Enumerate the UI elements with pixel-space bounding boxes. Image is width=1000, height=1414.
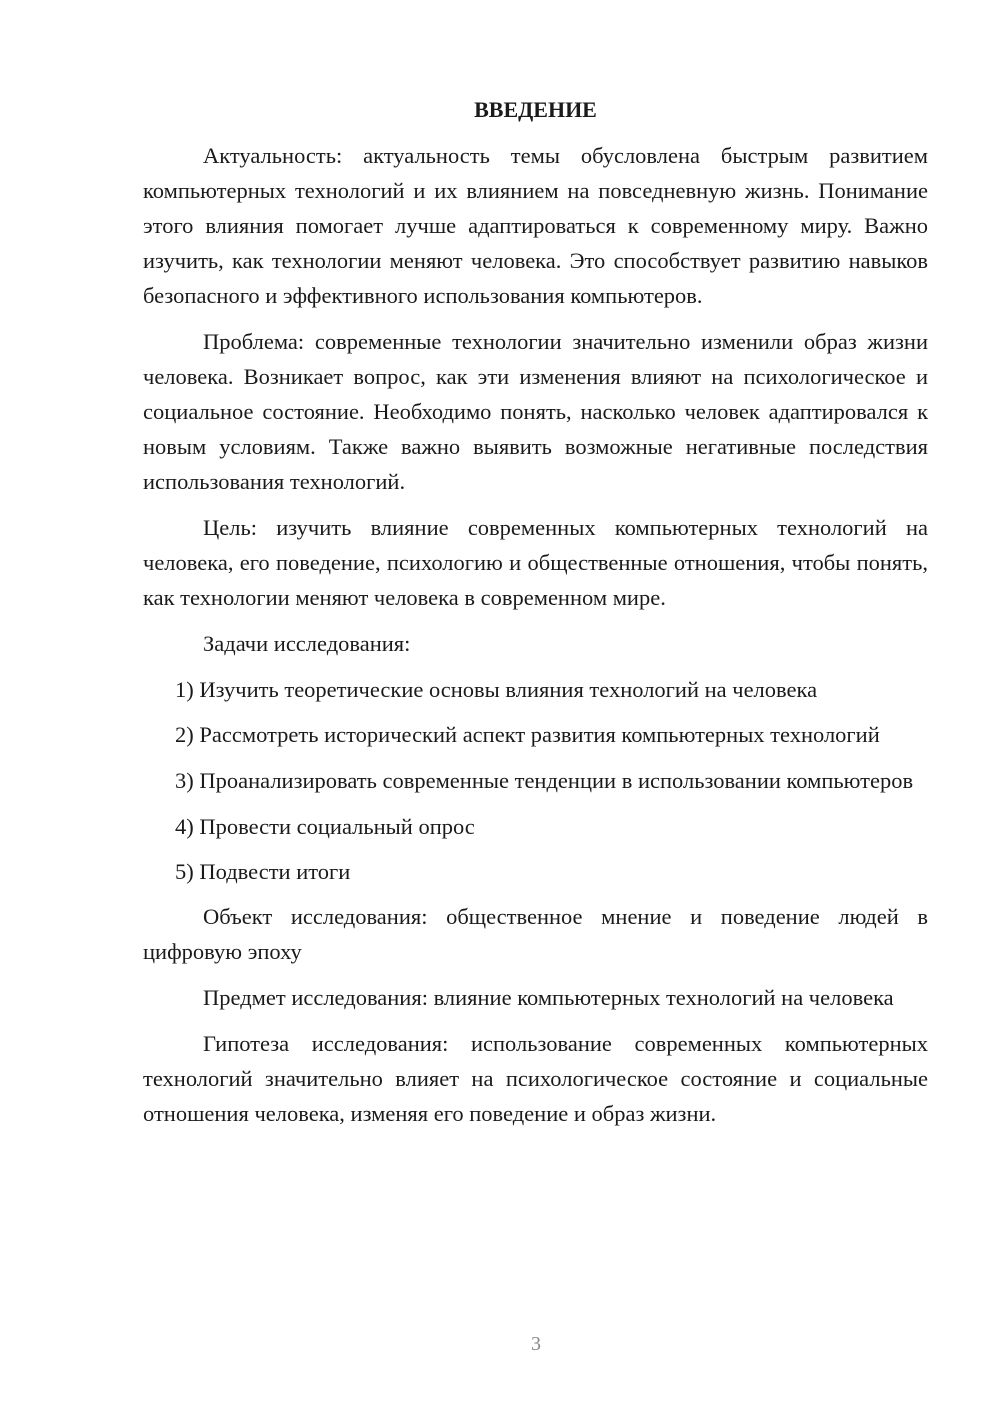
page-title: ВВЕДЕНИЕ [474, 97, 597, 122]
paragraph-hypothesis: Гипотеза исследования: использование современных компьютерных технологий значительно влияет на психологическое состояние и социальные отношения человека, изменяя его поведение и образ жизни. [143, 1031, 928, 1126]
paragraph-goal: Цель: изучить влияние современных компьютерных технологий на человека, его поведение, психологию и общественные отношения, чтобы понять, как технологии меняют человека в современном мире. [143, 515, 928, 610]
page-number: 3 [531, 1333, 541, 1355]
tasks-heading: Задачи исследования: [203, 631, 411, 656]
task-item-4: 4) Провести социальный опрос [175, 814, 475, 839]
document-page [143, 92, 928, 1142]
task-item-5: 5) Подвести итоги [175, 859, 351, 884]
task-item-2: 2) Рассмотреть исторический аспект развития компьютерных технологий [175, 722, 880, 747]
paragraph-subject: Предмет исследования: влияние компьютерных технологий на человека [203, 985, 894, 1010]
paragraph-problem: Проблема: современные технологии значительно изменили образ жизни человека. Возникает вопрос, как эти изменения влияют на психологическое и социальное состояние. Необходимо понять, насколько человек адаптировался к новым условиям. Также важно выявить возможные негативные последствия использования технологий. [143, 329, 928, 494]
paragraph-object: Объект исследования: общественное мнение и поведение людей в цифровую эпоху [143, 904, 928, 964]
task-item-1: 1) Изучить теоретические основы влияния технологий на человека [175, 677, 818, 702]
paragraph-relevance: Актуальность: актуальность темы обусловлена быстрым развитием компьютерных технологий и их влиянием на повседневную жизнь. Понимание этого влияния помогает лучше адаптироваться к современному миру. Важно изучить, как технологии меняют человека. Это способствует развитию навыков безопасного и эффективного использования компьютеров. [143, 143, 928, 308]
task-item-3: 3) Проанализировать современные тенденции в использовании компьютеров [175, 768, 914, 793]
